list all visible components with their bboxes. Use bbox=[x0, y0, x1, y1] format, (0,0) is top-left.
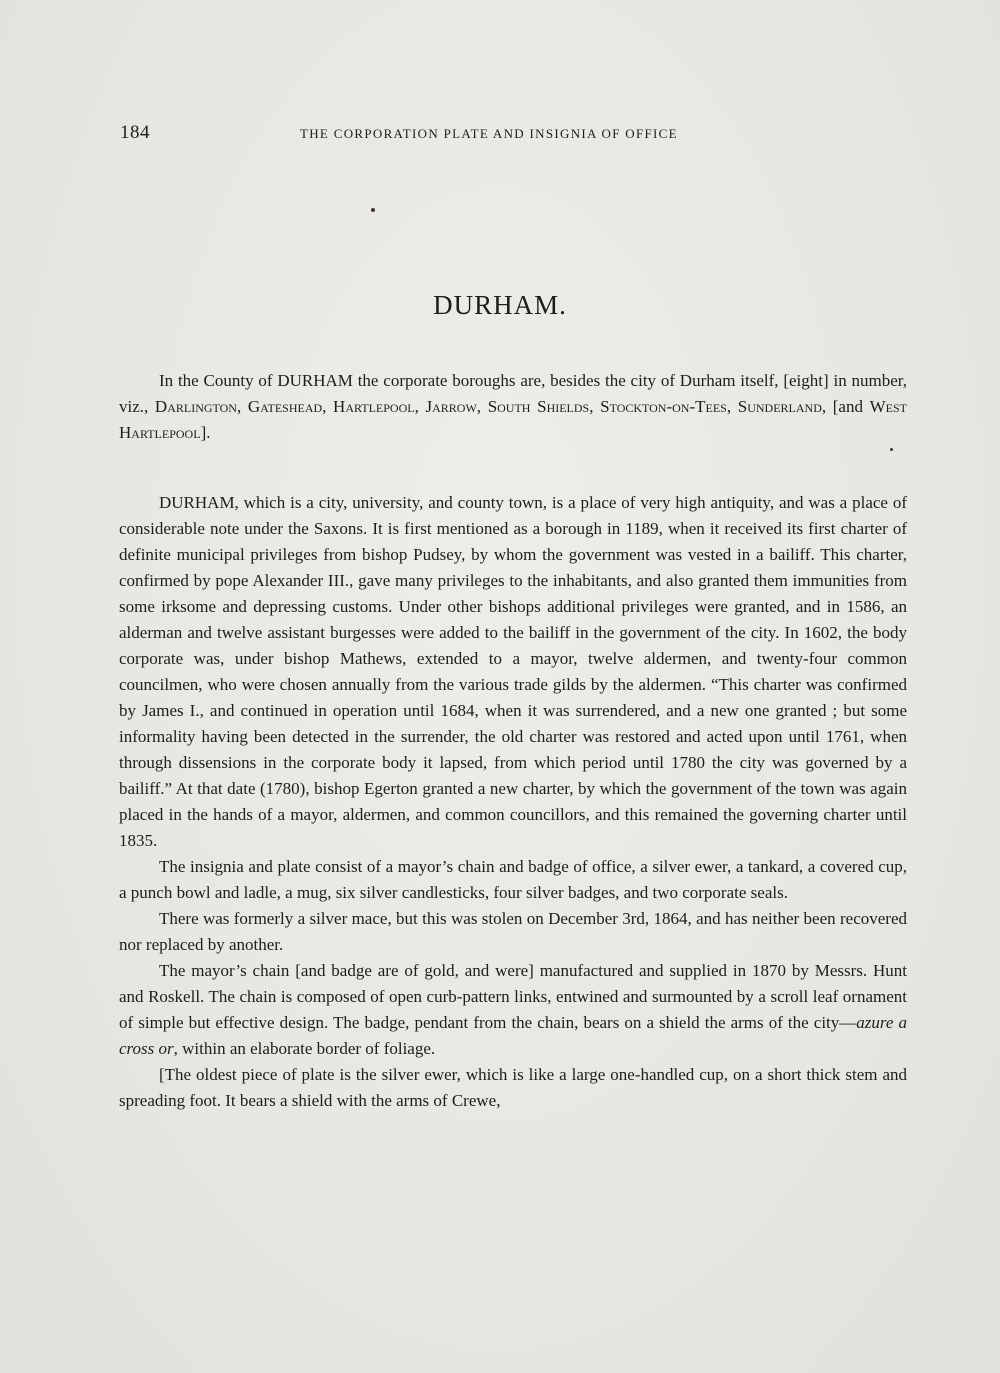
borough-stockton-on-tees: Stockton-on-Tees bbox=[600, 397, 727, 416]
blazon-text: azure a cross or bbox=[119, 1013, 907, 1058]
insignia-paragraph: The insignia and plate consist of a mayor’s chain and badge of office, a silver ewer, a tankard, a covered cup, a punch bowl and ladle, a mug, six silver candlesticks, four silver badges, and two corporate seals. bbox=[119, 857, 907, 902]
separator: , bbox=[589, 397, 601, 416]
ewer-paragraph: [The oldest piece of plate is the silver ewer, which is like a large one-handled cup, on a short thick stem and spreading foot. It bears a shield with the arms of Crewe, bbox=[119, 1065, 907, 1110]
separator: , bbox=[726, 397, 738, 416]
borough-darlington: Darlington bbox=[154, 397, 237, 416]
mace-paragraph: There was formerly a silver mace, but this was stolen on December 3rd, 1864, and has neither been recovered nor replaced by another. bbox=[119, 909, 907, 954]
separator: , bbox=[322, 397, 334, 416]
page-number: 184 bbox=[120, 122, 150, 143]
body-text bbox=[119, 368, 907, 1114]
borough-jarrow: Jarrow bbox=[425, 397, 477, 416]
borough-west-hartlepool: West Hartlepool bbox=[119, 397, 908, 442]
chain-text: The mayor’s chain [and badge are of gold, and were] manufactured and supplied in 1870 by Messrs. Hunt and Roskell. The chain is composed of open curb-pattern links, entwined and surmounted by a scroll leaf ornament of simple but effective design. The badge, pendant from the chain, bears on a shield the arms of the city— bbox=[119, 961, 907, 1032]
separator: , bbox=[236, 397, 248, 416]
borough-hartlepool: Hartlepool bbox=[333, 397, 415, 416]
separator: , bbox=[414, 397, 426, 416]
separator: , bbox=[476, 397, 488, 416]
chain-text-end: , within an elaborate border of foliage. bbox=[173, 1039, 436, 1058]
intro-text: In the County of DURHAM the corporate boroughs are, besides the city of Durham itself, [eight] in number, viz., bbox=[119, 371, 907, 416]
borough-sunderland: Sunderland bbox=[737, 397, 822, 416]
borough-south-shields: South Shields bbox=[487, 397, 590, 416]
intro-paragraph bbox=[119, 368, 907, 446]
borough-gateshead: Gateshead bbox=[247, 397, 323, 416]
separator: , [and bbox=[821, 397, 870, 416]
chain-paragraph bbox=[119, 958, 907, 1062]
intro-end: ]. bbox=[200, 423, 211, 442]
history-paragraph: DURHAM, which is a city, university, and county town, is a place of very high antiquity, and was a place of considerable note under the Saxons. It is first mentioned as a borough in 1189, when it received its first charter of definite municipal privileges from bishop Pudsey, by whom the government was vested in a bailiff. This charter, confirmed by pope Alexander III., gave many privileges to the inhabitants, and also granted them immunities from some irksome and depressing customs. Under other bishops additional privileges were granted, and in 1586, an alderman and twelve assistant burgesses were added to the bailiff in the government of the city. In 1602, the body corporate was, under bishop Mathews, extended to a mayor, twelve aldermen, and twenty-four common councilmen, who were chosen annually from the various trade gilds by the aldermen. “This charter was confirmed by James I., and continued in operation until 1684, when it was surrendered, and a new one granted ; but some informality having been detected in the surrender, the old charter was restored and acted upon until 1761, when through dissensions in the corporate body it lapsed, from which period until 1780 the city was governed by a bailiff.” At that date (1780), bishop Egerton granted a new charter, by which the government of the town was again placed in the hands of a mayor, aldermen, and common councillors, and this remained the governing charter until 1835. bbox=[119, 493, 907, 850]
running-head-title: THE CORPORATION PLATE AND INSIGNIA OF OFFICE bbox=[300, 126, 678, 141]
running-head bbox=[120, 122, 910, 152]
section-title: DURHAM. bbox=[433, 290, 567, 320]
ink-speck bbox=[371, 208, 375, 212]
